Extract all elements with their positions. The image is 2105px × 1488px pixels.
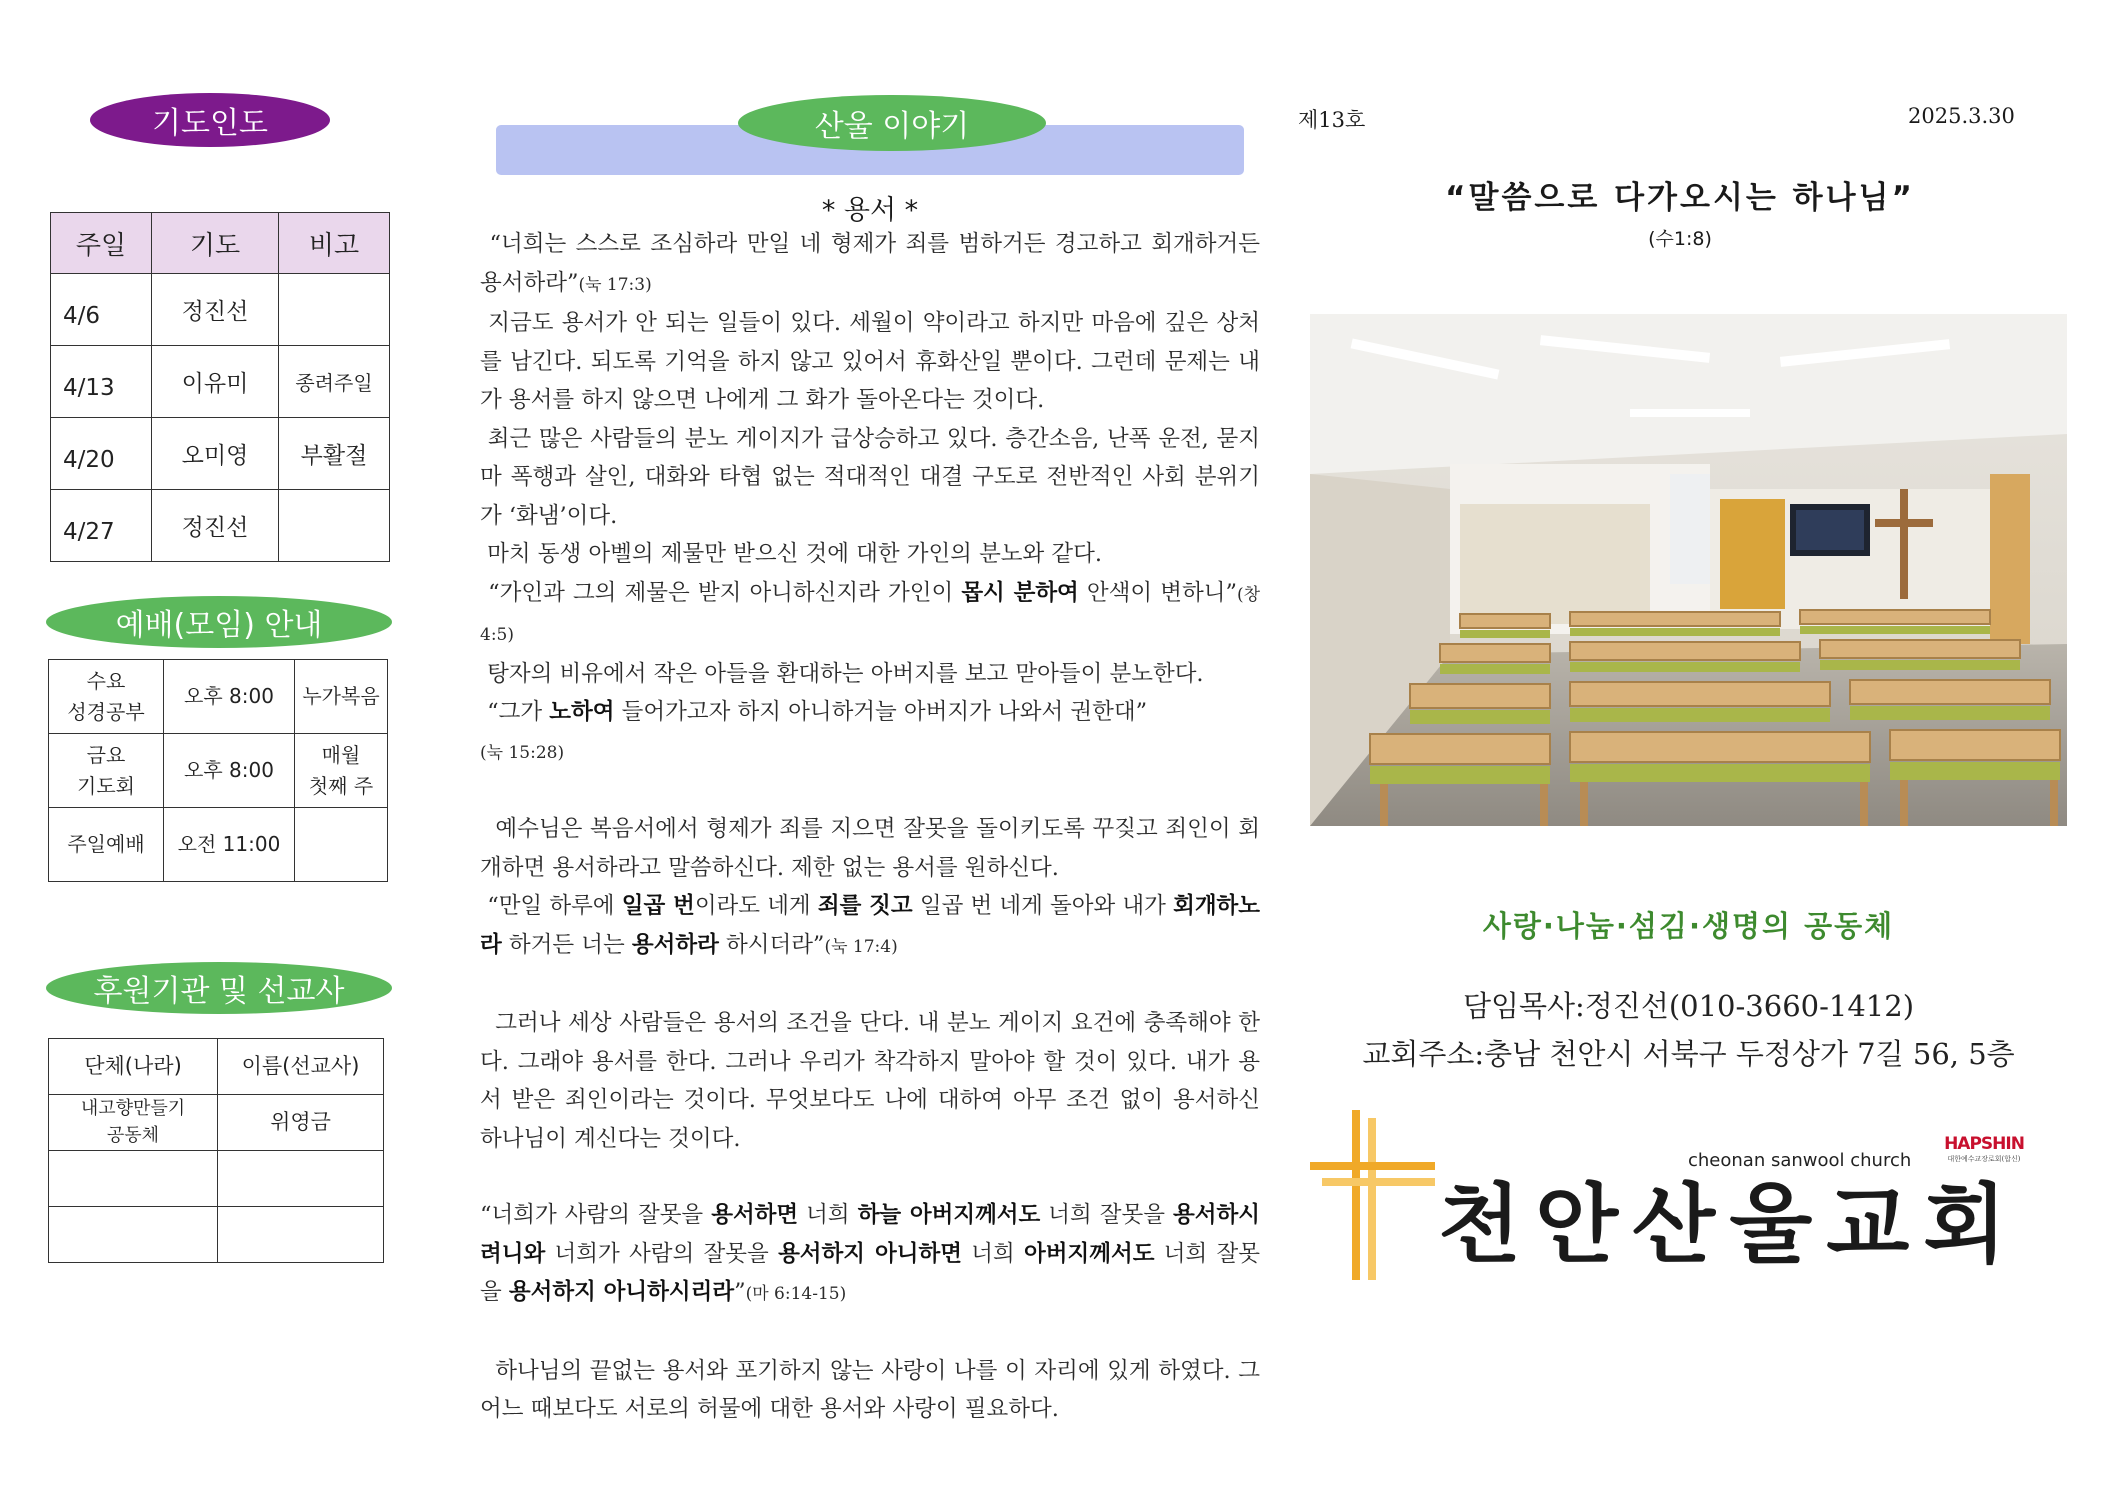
church-motto: 사랑·나눔·섬김·생명의 공동체: [1482, 909, 1895, 943]
table-row: [51, 490, 390, 562]
prayer-note: [279, 490, 390, 562]
support-header-org: 단체(나라): [49, 1039, 218, 1095]
prayer-header-note: 비고: [279, 213, 390, 274]
table-row: [49, 660, 388, 734]
table-row: [49, 1095, 384, 1151]
church-name-english: cheonan sanwool church: [1688, 1150, 1912, 1171]
article-body: [480, 225, 1260, 1429]
article-paragraph: 그러나 세상 사람들은 용서의 조건을 단다. 내 분노 게이지 요건에 충족해야 한다. 그래야 용서를 한다. 그러나 우리가 착각하지 말아야 할 것이 있다. 내가 용서 받은 죄인이라는 것이다. 무엇보다도 나에 대하여 아무 조건 없이 용서하신 하나님이 계신다는 것이다.: [480, 1010, 1260, 1152]
worship-note: 누가복음: [295, 660, 388, 734]
pastor-contact: 담임목사:정진선(010-3660-1412): [1462, 989, 1915, 1023]
table-row: [51, 418, 390, 490]
worship-time: 오후 8:00: [164, 660, 295, 734]
badge-subtitle: 대한예수교장로회(합신): [1947, 1155, 2021, 1163]
prayer-note: [279, 274, 390, 346]
article-section-title: 산울 이야기: [738, 95, 1046, 151]
prayer-date: 4/20: [51, 418, 152, 490]
support-org: 내고향만들기 공동체: [49, 1095, 218, 1151]
table-row: [49, 808, 388, 882]
worship-name: 금요 기도회: [49, 734, 164, 808]
article-paragraph: 마치 동생 아벨의 제물만 받으신 것에 대한 가인의 분노와 같다.: [487, 541, 1103, 567]
table-row: [51, 346, 390, 418]
article-paragraph: “만일 하루에 일곱 번이라도 네게 죄를 짓고 일곱 번 네게 돌아와 내가 회개하노라 하거든 너는 용서하라 하시더라”(눅 17:4): [480, 893, 1261, 958]
article-paragraph: “너희가 사람의 잘못을 용서하면 너희 하늘 아버지께서도 너희 잘못을 용서하시려니와 너희가 사람의 잘못을 용서하지 아니하면 너희 아버지께서도 너희 잘못을 용서하지 아니하시리라”(마 6:14-15): [480, 1202, 1261, 1305]
worship-name: 주일예배: [49, 808, 164, 882]
prayer-date: 4/13: [51, 346, 152, 418]
theme-verse: “말씀으로 다가오시는 하나님”: [1445, 180, 1915, 216]
prayer-note: 부활절: [279, 418, 390, 490]
worship-time: 오후 8:00: [164, 734, 295, 808]
table-row: [51, 274, 390, 346]
article-paragraph: 최근 많은 사람들의 분노 게이지가 급상승하고 있다. 층간소음, 난폭 운전, 묻지마 폭행과 살인, 대화와 타협 없는 적대적인 대결 구도로 전반적인 사회 분위기가 ‘화냄’이다.: [480, 425, 1261, 529]
church-address: 교회주소:충남 천안시 서북구 두정상가 7길 56, 5층: [1362, 1037, 2015, 1071]
article-paragraph: 하나님의 끝없는 용서와 포기하지 않는 사랑이 나를 이 자리에 있게 하였다. 그 어느 때보다도 서로의 허물에 대한 용서와 사랑이 필요하다.: [480, 1357, 1260, 1422]
prayer-leader: 정진선: [152, 490, 279, 562]
badge-logo: HAPSHIN: [1944, 1134, 2024, 1154]
worship-note: [295, 808, 388, 882]
worship-name: 수요 성경공부: [49, 660, 164, 734]
article-paragraph: 예수님은 복음서에서 형제가 죄를 지으면 잘못을 돌이키도록 꾸짖고 죄인이 회개하면 용서하라고 말씀하신다. 제한 없는 용서를 원하신다.: [480, 816, 1260, 881]
prayer-note: 종려주일: [279, 346, 390, 418]
article-paragraph: “너희는 스스로 조심하라 만일 네 형제가 죄를 범하거든 경고하고 회개하거든 용서하라”(눅 17:3): [480, 231, 1260, 296]
table-row: [49, 734, 388, 808]
article-paragraph: “가인과 그의 제물은 받지 아니하신지라 가인이 몹시 분하여 안색이 변하니”(창 4:5): [480, 579, 1261, 645]
support-org: [49, 1207, 218, 1263]
church-name-korean: 천안산울교회: [1438, 1175, 2021, 1275]
prayer-header-leader: 기도: [152, 213, 279, 274]
support-table: [48, 1038, 384, 1263]
prayer-header-date: 주일: [51, 213, 152, 274]
prayer-date: 4/6: [51, 274, 152, 346]
worship-time: 오전 11:00: [164, 808, 295, 882]
article-paragraph: 탕자의 비유에서 작은 아들을 환대하는 아버지를 보고 맏아들이 분노한다.: [487, 660, 1204, 687]
prayer-leader: 오미영: [152, 418, 279, 490]
article-heading: * 용서 *: [821, 195, 919, 226]
theme-reference: (수1:8): [1648, 228, 1712, 250]
support-header-name: 이름(선교사): [218, 1039, 384, 1095]
support-missionary: [218, 1151, 384, 1207]
chapel-photo: [1310, 314, 2067, 826]
table-row: [49, 1207, 384, 1263]
prayer-leader: 정진선: [152, 274, 279, 346]
prayer-leader: 이유미: [152, 346, 279, 418]
worship-section-title: 예배(모임) 안내: [46, 596, 392, 648]
table-row: [49, 1151, 384, 1207]
cross-logo-icon: [1310, 1110, 1435, 1280]
prayer-date: 4/27: [51, 490, 152, 562]
worship-note: 매월 첫째 주: [295, 734, 388, 808]
support-org: [49, 1151, 218, 1207]
support-missionary: 위영금: [218, 1095, 384, 1151]
prayer-table: [50, 212, 390, 562]
denomination-badge: [1944, 1134, 2024, 1164]
support-section-title: 후원기관 및 선교사: [46, 962, 392, 1014]
issue-date: 2025.3.30: [1908, 104, 2015, 128]
support-missionary: [218, 1207, 384, 1263]
worship-table: [48, 659, 388, 882]
article-paragraph: 지금도 용서가 안 되는 일들이 있다. 세월이 약이라고 하지만 마음에 깊은 상처를 남긴다. 되도록 기억을 하지 않고 있어서 휴화산일 뿐이다. 그런데 문제는 내가 용서를 하지 않으면 나에게 그 화가 돌아온다는 것이다.: [480, 310, 1260, 413]
prayer-section-title: 기도인도: [90, 93, 330, 147]
article-paragraph: “그가 노하여 들어가고자 하지 아니하거늘 아버지가 나와서 권한대” (눅 15:28): [480, 699, 1148, 763]
issue-number: 제13호: [1298, 108, 1366, 132]
